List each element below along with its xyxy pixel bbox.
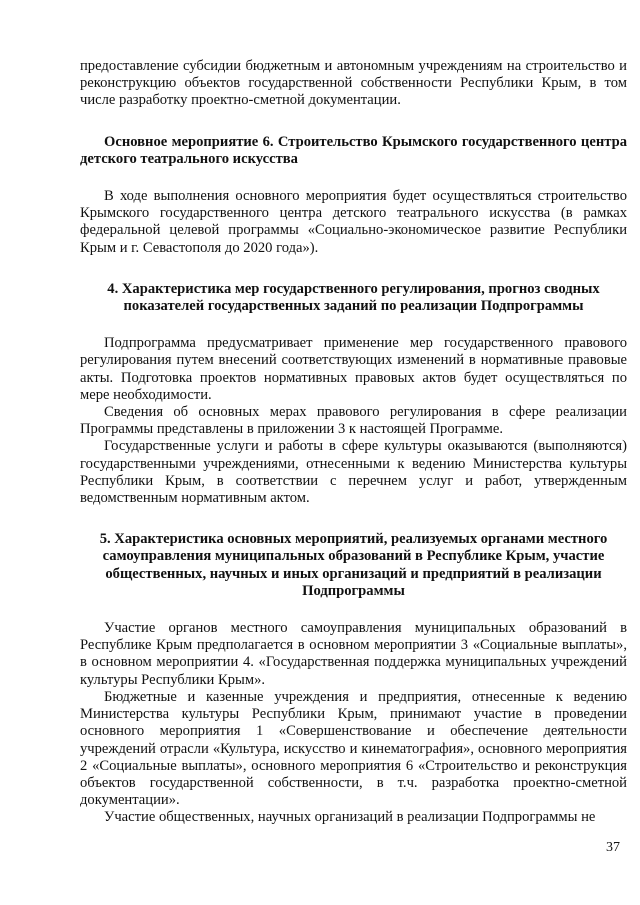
section-4-paragraph: Государственные услуги и работы в сфере культуры оказываются (выполняются) государственными учреждениями, отнесенными к ведению Министерства культуры Республики Крым, в соответствии с перечнем услуг и работ, утвержденным ведомственным нормативным актом. [80, 438, 627, 507]
event-6-heading: Основное мероприятие 6. Строительство Крымского государственного центра детского театрального искусства [80, 133, 627, 167]
section-5-paragraph: Бюджетные и казенные учреждения и предприятия, отнесенные к ведению Министерства культуры Республики Крым, принимают участие в проведении основного мероприятия 1 «Совершенствование и обеспечение деятельности учреждений отрасли «Культура, искусство и кинематография», основного мероприятия 2 «Социальные выплаты», основного мероприятия 6 «Строительство и реконструкция объектов государственной собственности, в т.ч. разработка проектно-сметной документации». [80, 688, 627, 809]
spacer [80, 110, 627, 134]
section-4-paragraph: Сведения об основных мерах правового регулирования в сфере реализации Программы представлены в приложении 3 к настоящей Программе. [80, 404, 627, 438]
spacer [80, 168, 627, 188]
event-6-paragraph: В ходе выполнения основного мероприятия будет осуществляться строительство Крымского государственного центра детского театрального искусства (в рамках федеральной целевой программы «Социально-экономическое развитие Республики Крым и г. Севастополя до 2020 года»). [80, 188, 627, 256]
spacer [80, 315, 627, 335]
spacer [80, 257, 627, 281]
page-content [80, 58, 627, 827]
section-4-paragraph: Подпрограмма предусматривает применение мер государственного правового регулирования путем внесений соответствующих изменений в нормативные правовые акты. Подготовка проектов нормативных правовых актов будет осуществляться по мере необходимости. [80, 335, 627, 403]
paragraph-continuation: предоставление субсидии бюджетным и автономным учреждениям на строительство и реконструкцию объектов государственной собственности Республики Крым, в том числе разработку проектно-сметной документации. [80, 58, 627, 109]
spacer [80, 600, 627, 620]
section-5-heading: 5. Характеристика основных мероприятий, реализуемых органами местного самоуправления муниципальных образований в Республике Крым, участие общественных, научных и иных организаций и предприятий в реализации Подпрограммы [99, 531, 608, 599]
section-5-paragraph: Участие общественных, научных организаций в реализации Подпрограммы не [104, 809, 596, 826]
section-4-heading: 4. Характеристика мер государственного регулирования, прогноз сводных показателей государственных заданий по реализации Подпрограммы [107, 280, 600, 315]
section-5-paragraph: Участие органов местного самоуправления муниципальных образований в Республике Крым предполагается в основном мероприятии 3 «Социальные выплаты», в основном мероприятии 4. «Государственная поддержка муниципальных учреждений культуры Республики Крым». [80, 620, 627, 688]
spacer [80, 507, 627, 531]
page-number: 37 [606, 840, 620, 855]
